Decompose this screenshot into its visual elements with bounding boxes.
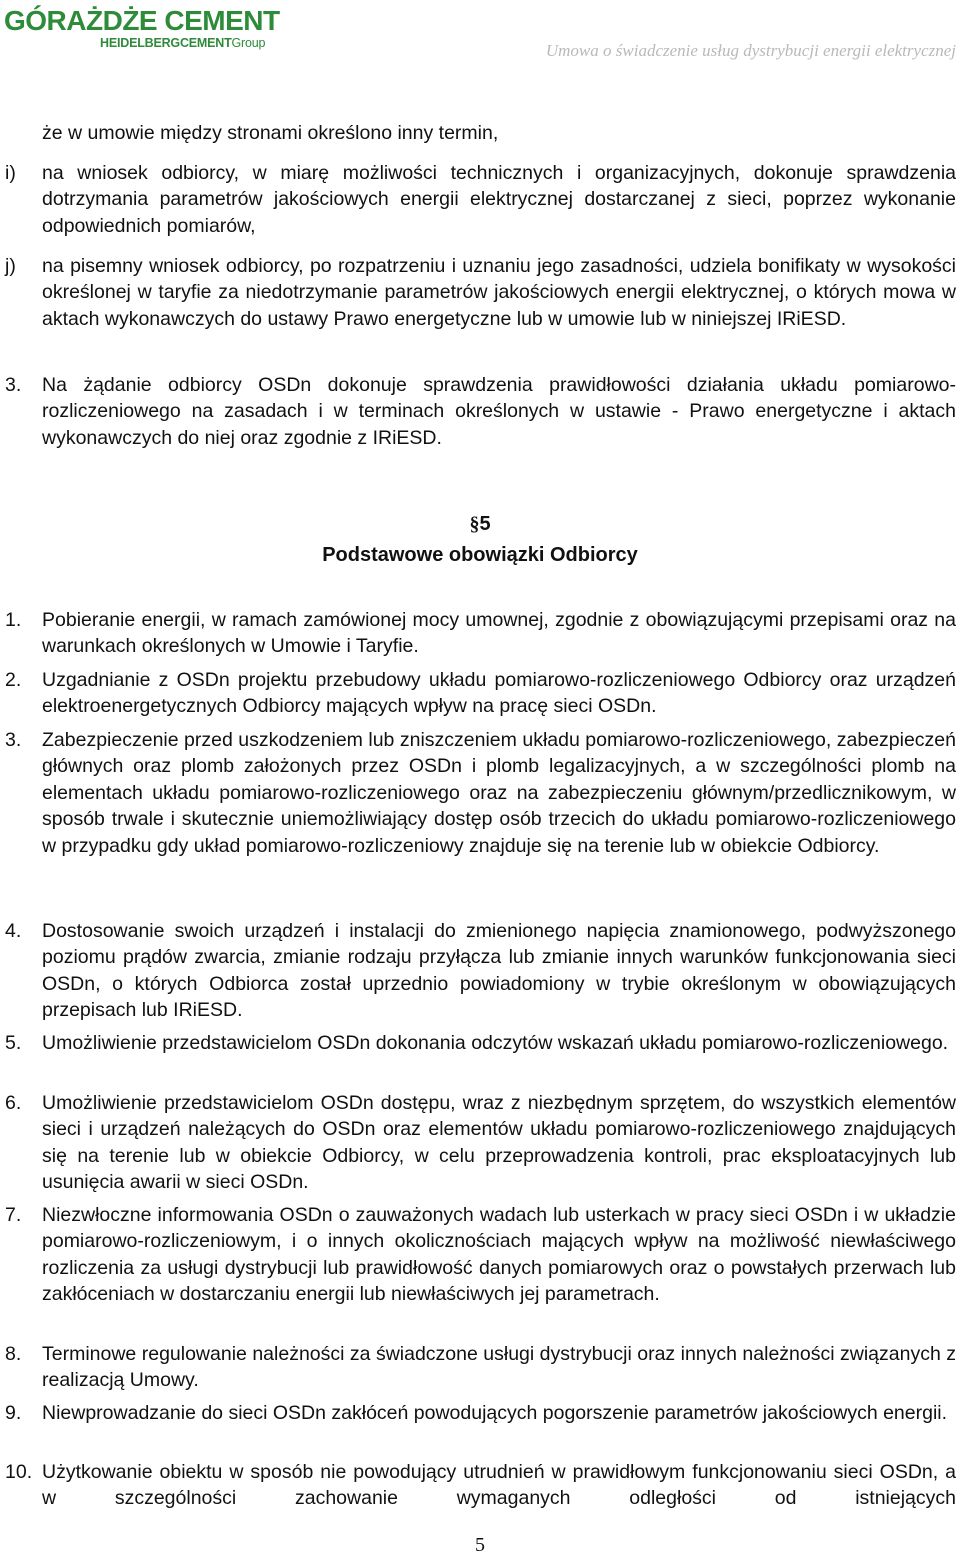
- list-marker: i): [5, 162, 16, 184]
- list-item-text: na wniosek odbiorcy, w miarę możliwości technicznych i organizacyjnych, dokonuje sprawdzenia dotrzymania parametrów jakościowych energii elektrycznej dostarczanej z sieci, poprzez wykonanie odpowiednich pomiarów,: [42, 162, 956, 237]
- list-item-j: [0, 253, 956, 332]
- list-marker: 1.: [5, 609, 22, 631]
- list-item-text: Umożliwienie przedstawicielom OSDn dokonania odczytów wskazań układu pomiarowo-rozliczeniowego.: [42, 1032, 949, 1054]
- list-item-text: Niezwłoczne informowania OSDn o zauważonych wadach lub usterkach w pracy sieci OSDn i w układzie pomiarowo-rozliczeniowym, i o innych okolicznościach mających wpływ na możliwość niewłaściwego rozliczenia za usługi dystrybucji lub prawidłowość danych pomiarowych oraz o powstałych przerwach lub zakłóceniach w dostarczaniu energii lub niewłaściwych jej parametrach.: [42, 1204, 956, 1306]
- list-item-4: [0, 918, 956, 1024]
- list-marker: j): [5, 255, 16, 277]
- list-item-text: Terminowe regulowanie należności za świadczone usługi dystrybucji oraz innych należności związanych z realizacją Umowy.: [42, 1343, 956, 1392]
- list-item-text: na pisemny wniosek odbiorcy, po rozpatrzeniu i uznaniu jego zasadności, udziela bonifikaty w wysokości określonej w taryfie za niedotrzymanie parametrów jakościowych energii elektrycznej, o których mowa w aktach wykonawczych do ustawy Prawo energetyczne lub w umowie lub w niniejszej IRiESD.: [42, 255, 956, 330]
- list-item-2: [0, 667, 956, 720]
- section-number-value: 5: [479, 513, 491, 535]
- list-item-text: Na żądanie odbiorcy OSDn dokonuje sprawdzenia prawidłowości działania układu pomiarowo-rozliczeniowego na zasadach i w terminach określonych w ustawie - Prawo energetyczne i aktach wykonawczych do niej oraz zgodnie z IRiESD.: [42, 374, 956, 449]
- section-number: [0, 511, 960, 537]
- list-marker: 2.: [5, 669, 22, 691]
- list-item-8: [0, 1341, 956, 1394]
- list-marker: 5.: [5, 1032, 22, 1054]
- list-marker: 3.: [5, 374, 22, 396]
- list-item-text: Uzgadnianie z OSDn projektu przebudowy układu pomiarowo-rozliczeniowego Odbiorcy oraz urządzeń elektroenergetycznych Odbiorcy mających wpływ na pracę sieci OSDn.: [42, 669, 956, 718]
- list-marker: 6.: [5, 1092, 22, 1114]
- section-symbol: §: [469, 513, 480, 535]
- logo-sub-light: Group: [231, 36, 266, 50]
- company-logo: [4, 6, 280, 50]
- list-item-7: [0, 1202, 956, 1308]
- list-item-i: [0, 160, 956, 239]
- page-number: 5: [475, 1534, 485, 1556]
- logo-main-text: GÓRAŻDŻE CEMENT: [4, 5, 280, 36]
- section-title: Podstawowe obowiązki Odbiorcy: [322, 544, 638, 566]
- list-item-6: [0, 1090, 956, 1196]
- list-item-text: Użytkowanie obiektu w sposób nie powodujący utrudnień w prawidłowym funkcjonowaniu sieci OSDn, a w szczególności zachowanie wymaganych odległości od istniejących: [42, 1461, 956, 1510]
- list-marker: 3.: [5, 729, 22, 751]
- intro-line: że w umowie między stronami określono inny termin,: [42, 122, 499, 144]
- list-item-text: Pobieranie energii, w ramach zamówionej mocy umownej, zgodnie z obowiązującymi przepisami oraz na warunkach określonych w Umowie i Taryfie.: [42, 609, 956, 658]
- list-item-10: [0, 1459, 956, 1512]
- list-marker: 8.: [5, 1343, 22, 1365]
- list-item-text: Zabezpieczenie przed uszkodzeniem lub zniszczeniem układu pomiarowo-rozliczeniowego, zabezpieczeń głównych oraz plomb założonych przez OSDn i plomb legalizacyjnych, a w szczególności plomb na elementach układu pomiarowo-rozliczeniowego oraz na zabezpieczeniu głównym/przedlicznikowym, w sposób trwale i skutecznie uniemożliwiający dostęp osób trzecich do układu pomiarowo-rozliczeniowego w przypadku gdy układ pomiarowo-rozliczeniowy znajduje się na terenie lub w obiekcie Odbiorcy.: [42, 729, 956, 857]
- list-item-text: Umożliwienie przedstawicielom OSDn dostępu, wraz z niezbędnym sprzętem, do wszystkich elementów sieci i urządzeń należących do OSDn oraz elementów układu pomiarowo-rozliczeniowego znajdujących się na terenie lub w obiekcie Odbiorcy, w celu przeprowadzenia kontroli, prac eksploatacyjnych lub usunięcia awarii w sieci OSDn.: [42, 1092, 956, 1194]
- list-marker: 9.: [5, 1402, 22, 1424]
- logo-sub-bold: HEIDELBERGCEMENT: [100, 36, 232, 50]
- list-marker: 4.: [5, 920, 22, 942]
- list-item-3-prev: [0, 372, 956, 451]
- list-item-9: [0, 1400, 956, 1426]
- list-marker: 7.: [5, 1204, 22, 1226]
- list-item-5: [0, 1030, 956, 1056]
- list-item-3: [0, 727, 956, 859]
- document-header-title: Umowa o świadczenie usług dystrybucji energii elektrycznej: [545, 41, 956, 60]
- list-item-1: [0, 607, 956, 660]
- list-marker: 10.: [5, 1461, 33, 1483]
- logo-sub-text: [100, 36, 280, 50]
- list-item-text: Dostosowanie swoich urządzeń i instalacji do zmienionego napięcia znamionowego, podwyższonego poziomu prądów zwarcia, zmianie rodzaju przyłącza lub zmianie innych warunków funkcjonowania sieci OSDn, o których Odbiorca został uprzednio powiadomiony w trybie określonym w obowiązujących przepisach lub IRiESD.: [42, 920, 956, 1022]
- list-item-text: Niewprowadzanie do sieci OSDn zakłóceń powodujących pogorszenie parametrów jakościowych energii.: [42, 1402, 948, 1424]
